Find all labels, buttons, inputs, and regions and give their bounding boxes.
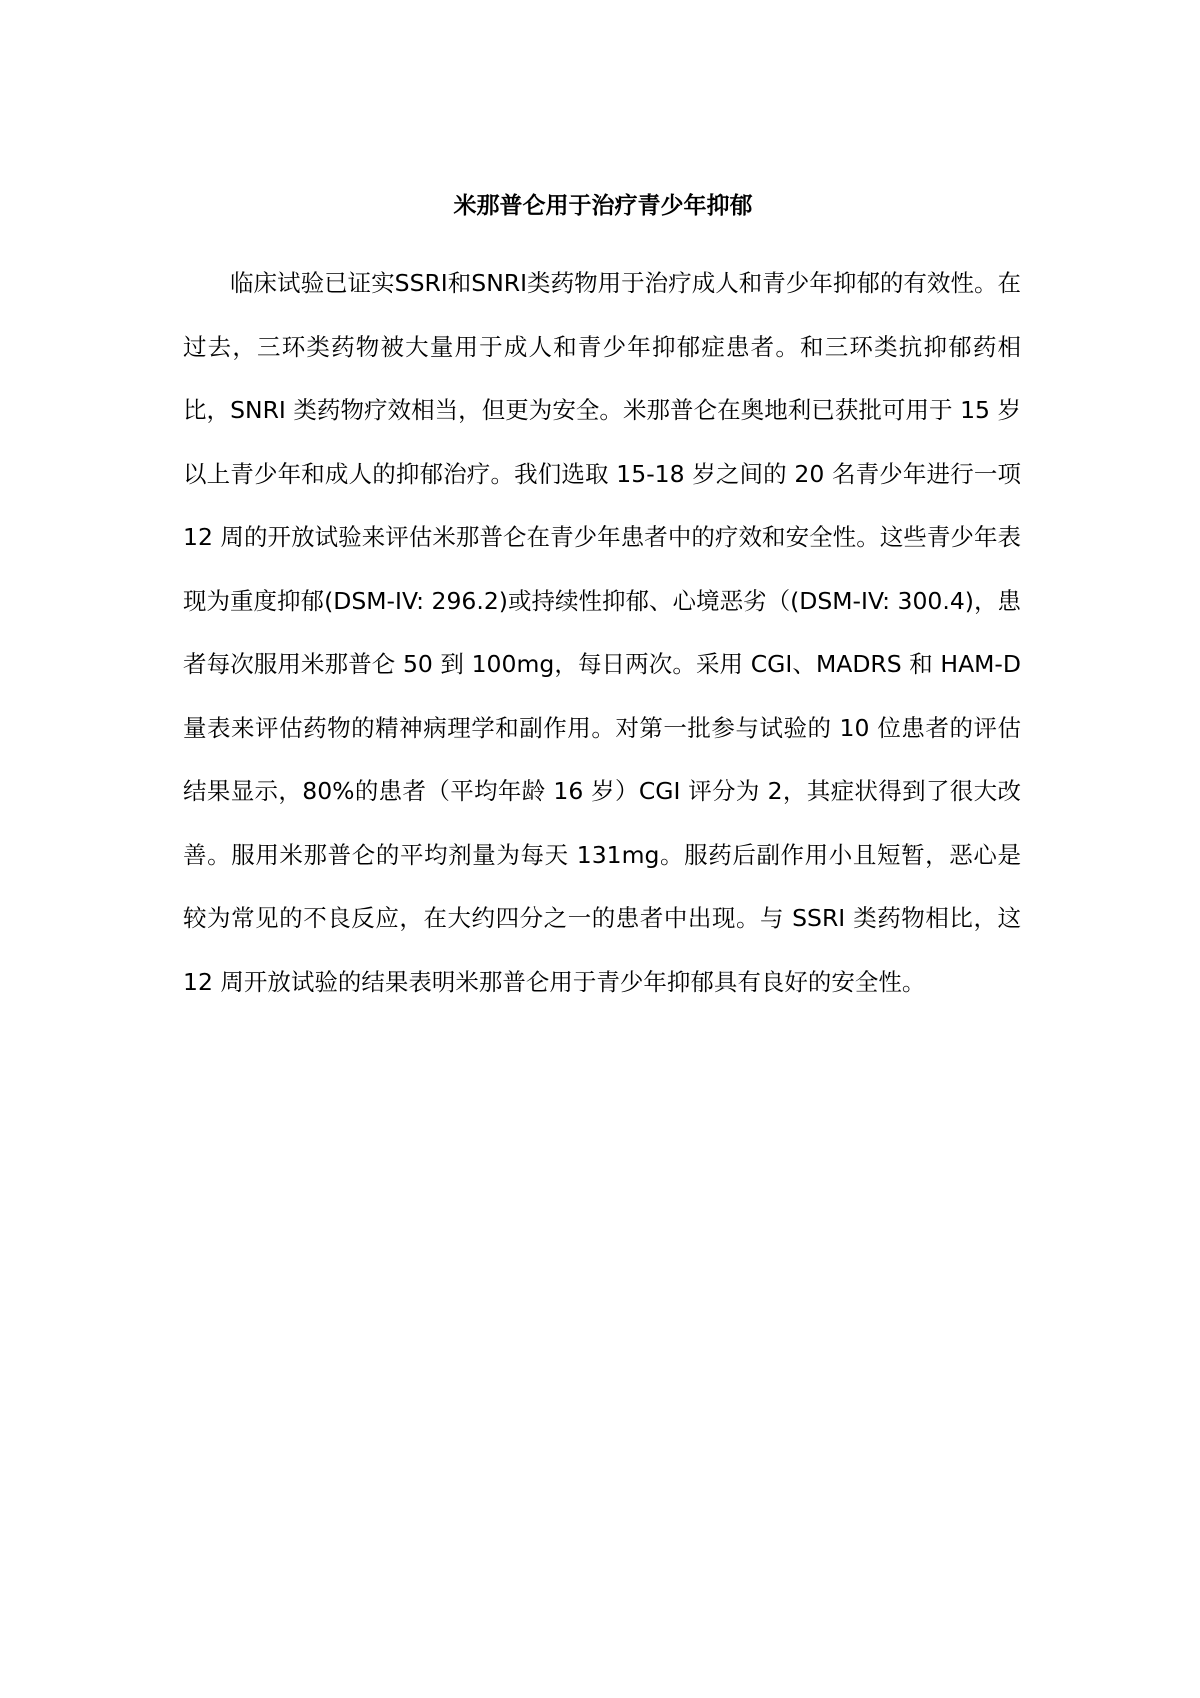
document-paragraph: 临床试验已证实SSRI和SNRI类药物用于治疗成人和青少年抑郁的有效性。在过去，三环类药物被大量用于成人和青少年抑郁症患者。和三环类抗抑郁药相比，SNRI 类药物疗效相当，但更为安全。米那普仑在奥地利已获批可用于 15 岁以上青少年和成人的抑郁治疗。我们选取 15-18 岁之间的 20 名青少年进行一项 12 周的开放试验来评估米那普仑在青少年患者中的疗效和安全性。这些青少年表现为重度抑郁(DSM-IV: 296.2)或持续性抑郁、心境恶劣（(DSM-IV: 300.4)，患者每次服用米那普仑 50 到 100mg，每日两次。采用 CGI、MADRS 和 HAM-D 量表来评估药物的精神病理学和副作用。对第一批参与试验的 10 位患者的评估结果显示，80%的患者（平均年龄 16 岁）CGI 评分为 2，其症状得到了很大改善。服用米那普仑的平均剂量为每天 131mg。服药后副作用小且短暂，恶心是较为常见的不良反应，在大约四分之一的患者中出现。与 SSRI 类药物相比，这 12 周开放试验的结果表明米那普仑用于青少年抑郁具有良好的安全性。 bbox=[183, 269, 1021, 996]
document-title: 米那普仑用于治疗青少年抑郁 bbox=[453, 193, 753, 219]
